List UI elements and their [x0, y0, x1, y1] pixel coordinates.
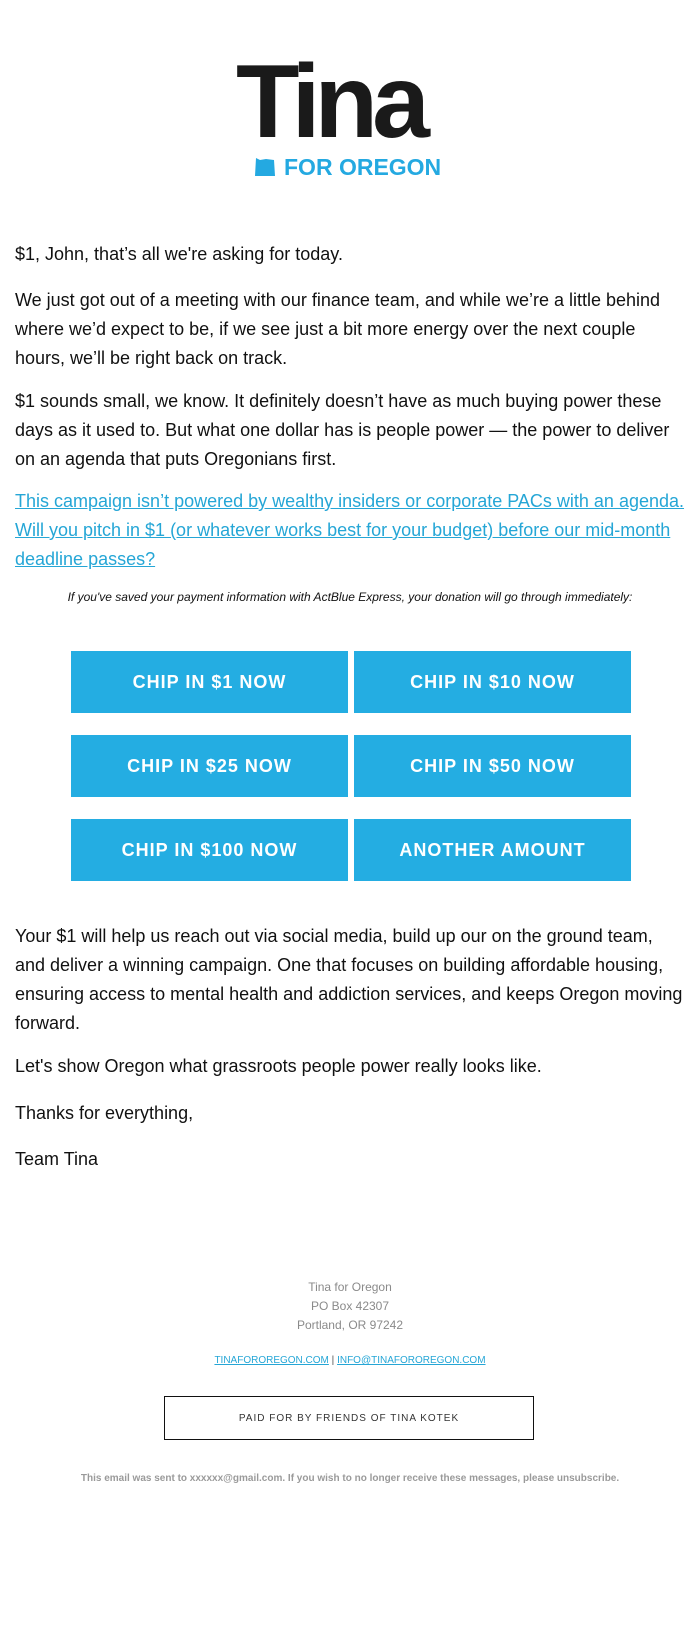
paid-for-text: PAID FOR BY FRIENDS OF TINA KOTEK: [238, 1412, 460, 1424]
footer-org-name: Tina for Oregon: [308, 1280, 392, 1294]
people-power-paragraph: $1 sounds small, we know. It definitely doesn’t have as much buying power these days as it used to. But what one dollar has is people power — the power to deliver on an agenda that puts Oregonians first.: [15, 391, 670, 469]
campaign-logo: [236, 44, 466, 188]
impact-paragraph: Your $1 will help us reach out via social media, build up our on the ground team, and deliver a winning campaign. One that focuses on building affordable housing, ensuring access to mental health and addiction services, and keeps Oregon moving forward.: [15, 926, 683, 1033]
footer-links: [0, 1354, 700, 1368]
cta-donate-link[interactable]: This campaign isn’t powered by wealthy insiders or corporate PACs with an agenda. Will you pitch in $1 (or whatever works best for your budget) before our mid-month deadline passes?: [15, 491, 685, 569]
intro-paragraph: $1, John, that’s all we're asking for today.: [15, 244, 343, 264]
link-separator: |: [331, 1355, 335, 1366]
footer-address-line1: PO Box 42307: [310, 1299, 390, 1313]
footer-address: [0, 1278, 700, 1335]
signature: Team Tina: [15, 1149, 99, 1169]
cta-paragraph: [15, 487, 687, 574]
chip-in-25-button[interactable]: CHIP IN $25 NOW: [71, 735, 348, 797]
paid-for-disclaimer-box: [164, 1396, 534, 1440]
thanks-paragraph: Thanks for everything,: [15, 1103, 194, 1123]
unsubscribe-disclaimer: This email was sent to xxxxxx@gmail.com. If you wish to no longer receive these messages, please unsubscribe.: [80, 1473, 620, 1484]
chip-in-10-button[interactable]: CHIP IN $10 NOW: [354, 651, 631, 713]
actblue-express-note: If you've saved your payment information with ActBlue Express, your donation will go through immediately:: [67, 590, 633, 604]
chip-in-100-button[interactable]: CHIP IN $100 NOW: [71, 819, 348, 881]
logo-tagline: FOR OREGON: [284, 154, 442, 180]
logo-subline: [254, 154, 441, 180]
logo-wordmark: Tina: [236, 44, 424, 160]
email-link[interactable]: INFO@TINAFOROREGON.COM: [337, 1355, 486, 1366]
another-amount-button[interactable]: ANOTHER AMOUNT: [354, 819, 631, 881]
grassroots-paragraph: Let's show Oregon what grassroots people power really looks like.: [15, 1056, 542, 1076]
finance-paragraph: We just got out of a meeting with our finance team, and while we’re a little behind where we’d expect to be, if we see just a bit more energy over the next couple hours, we’ll be right back on track.: [15, 290, 661, 368]
website-link[interactable]: TINAFOROREGON.COM: [214, 1355, 329, 1366]
oregon-state-icon: [254, 157, 276, 177]
chip-in-1-button[interactable]: CHIP IN $1 NOW: [71, 651, 348, 713]
chip-in-50-button[interactable]: CHIP IN $50 NOW: [354, 735, 631, 797]
footer-address-line2: Portland, OR 97242: [296, 1318, 404, 1332]
